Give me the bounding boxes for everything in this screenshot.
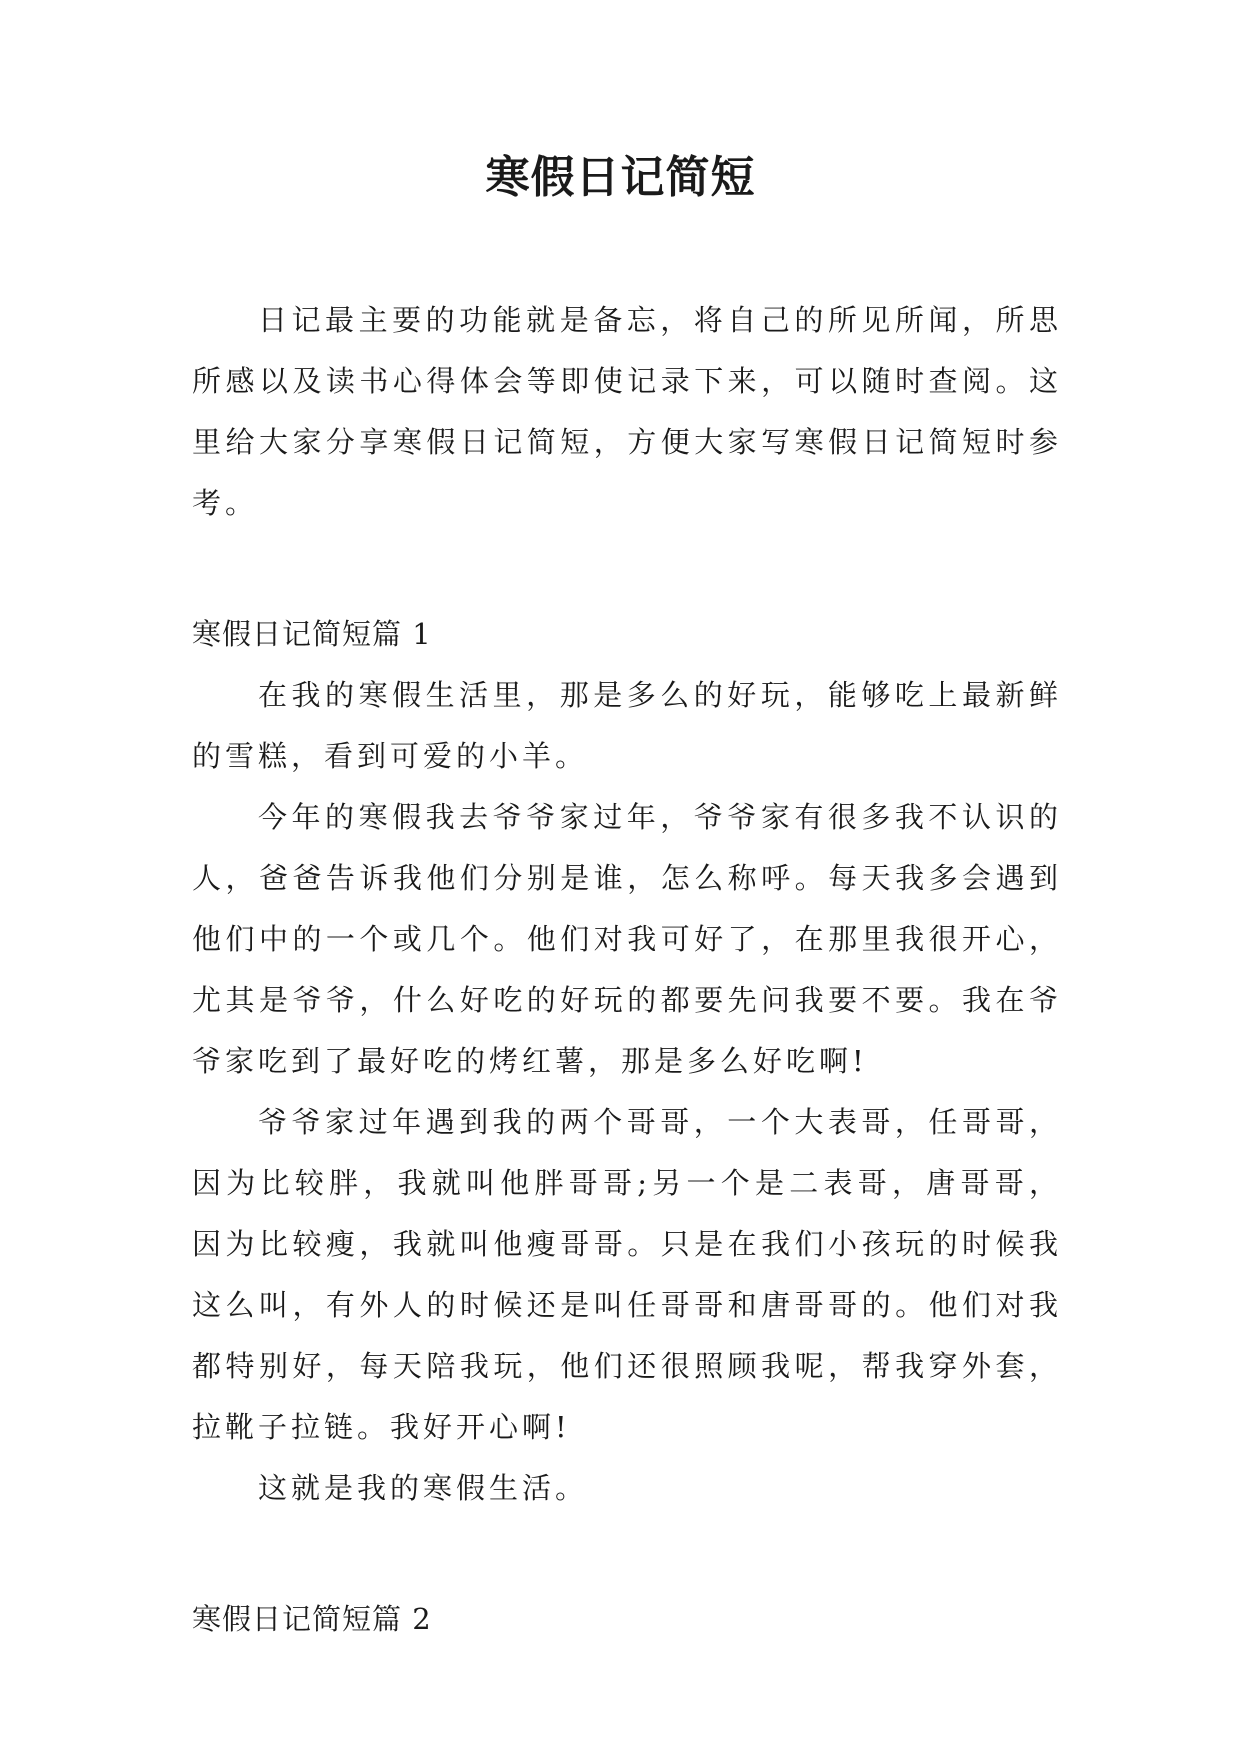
intro-paragraph: 日记最主要的功能就是备忘，将自己的所见所闻，所思所感以及读书心得体会等即使记录下来，可以随时查阅。这里给大家分享寒假日记简短，方便大家写寒假日记简短时参考。 [192,303,1062,520]
section-1-paragraph-3: 爷爷家过年遇到我的两个哥哥，一个大表哥，任哥哥，因为比较胖，我就叫他胖哥哥;另一个是二表哥，唐哥哥，因为比较瘦，我就叫他瘦哥哥。只是在我们小孩玩的时候我这么叫，有外人的时候还是叫任哥哥和唐哥哥的。他们对我都特别好，每天陪我玩，他们还很照顾我呢，帮我穿外套，拉靴子拉链。我好开心啊! [192,1105,1062,1444]
section-spacer [192,1519,1062,1589]
section-spacer [192,534,1062,604]
document-body [192,290,1062,1650]
section-heading-1: 寒假日记简短篇 1 [192,617,432,651]
section-1-paragraph-1: 在我的寒假生活里，那是多么的好玩，能够吃上最新鲜的雪糕，看到可爱的小羊。 [192,678,1062,773]
section-1-paragraph-4: 这就是我的寒假生活。 [258,1471,589,1505]
section-heading-2: 寒假日记简短篇 2 [192,1602,432,1636]
section-1-paragraph-2: 今年的寒假我去爷爷家过年，爷爷家有很多我不认识的人，爸爸告诉我他们分别是谁，怎么称呼。每天我多会遇到他们中的一个或几个。他们对我可好了，在那里我很开心，尤其是爷爷，什么好吃的好玩的都要先问我要不要。我在爷爷家吃到了最好吃的烤红薯，那是多么好吃啊! [192,800,1062,1078]
document-title: 寒假日记简短 [485,152,756,203]
